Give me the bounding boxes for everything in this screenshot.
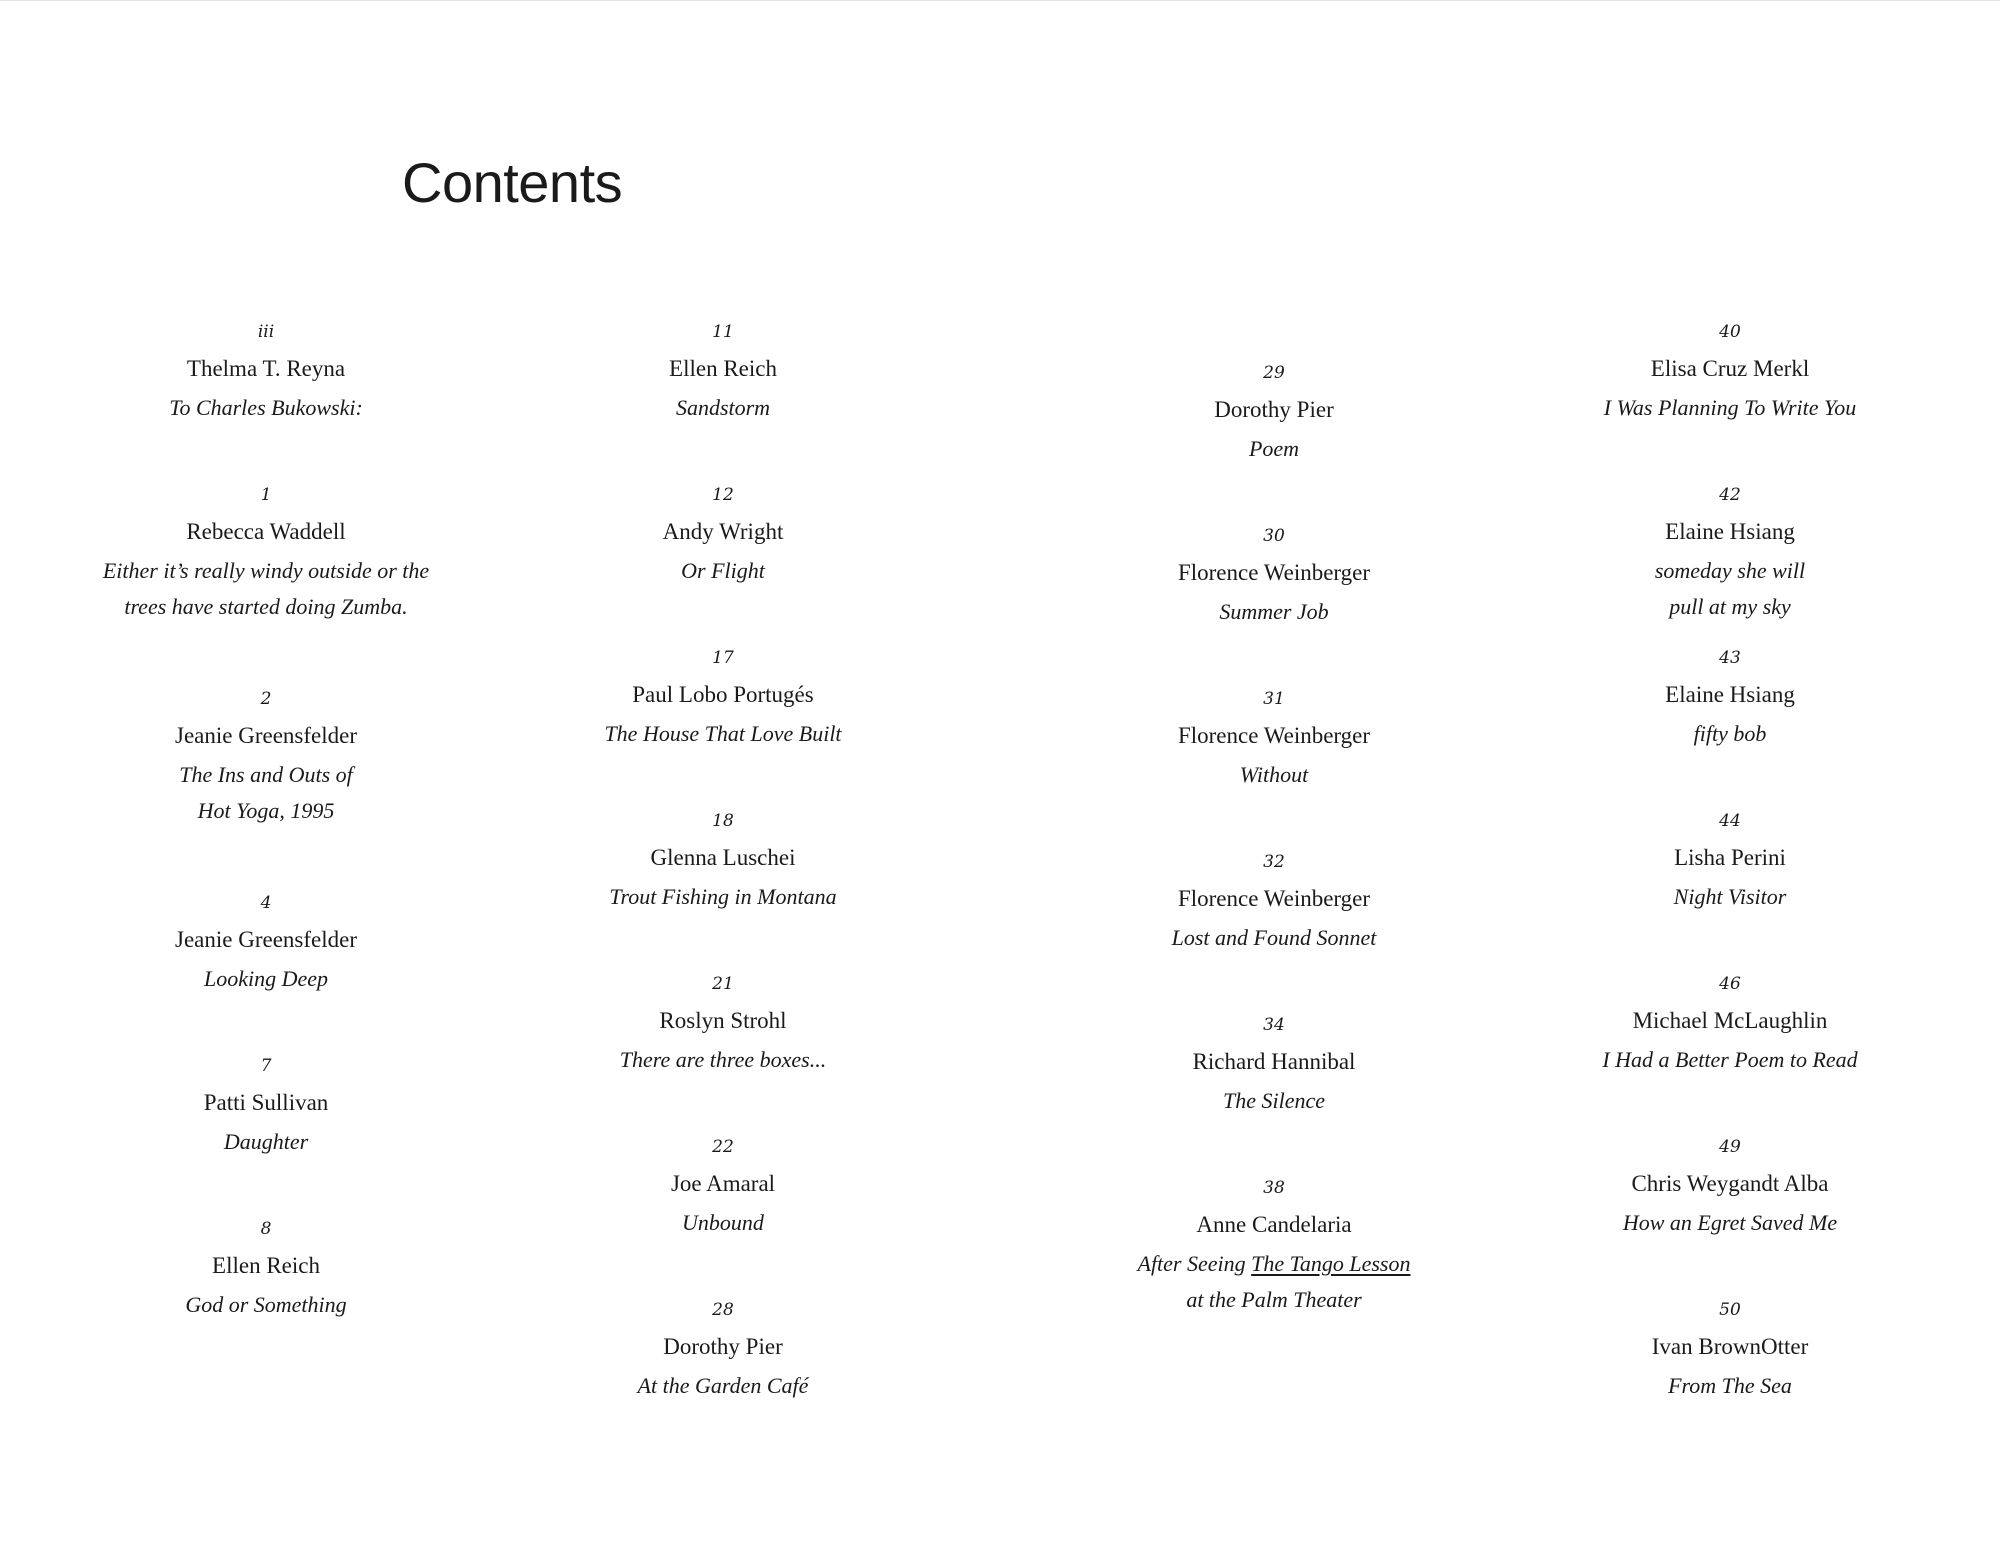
poem-title-prefix: After Seeing	[1137, 1251, 1252, 1276]
toc-entry	[1500, 1292, 1960, 1455]
poem-title: How an Egret Saved Me	[1622, 1210, 1838, 1235]
toc-column-1	[36, 314, 496, 1374]
toc-entry	[36, 314, 496, 477]
author-name: Lisha Perini	[1674, 845, 1786, 870]
toc-entry	[1044, 844, 1504, 1007]
toc-column-2	[493, 314, 953, 1455]
poem-title-line-2: pull at my sky	[1669, 594, 1791, 619]
poem-title: Sandstorm	[675, 395, 771, 420]
poem-title-line-1: The Ins and Outs of	[179, 762, 353, 787]
toc-entry	[1500, 803, 1960, 966]
toc-entry	[36, 477, 496, 681]
poem-title: The Silence	[1222, 1088, 1326, 1113]
poem-title: There are three boxes...	[619, 1047, 827, 1072]
author-name: Thelma T. Reyna	[186, 356, 346, 381]
poem-title: Trout Fishing in Montana	[609, 884, 837, 909]
poem-title: The House That Love Built	[604, 721, 842, 746]
poem-title: Or Flight	[681, 558, 765, 583]
page-number: 21	[712, 974, 734, 994]
toc-entry	[1500, 966, 1960, 1129]
poem-title-underlined: The Tango Lesson	[1251, 1251, 1411, 1276]
toc-entry	[36, 1048, 496, 1211]
author-name: Ivan BrownOtter	[1651, 1334, 1809, 1359]
toc-entry	[1044, 1007, 1504, 1170]
page-number: 1	[260, 485, 272, 505]
page-number: 11	[712, 322, 734, 342]
page-number: 38	[1263, 1178, 1285, 1198]
author-name: Anne Candelaria	[1196, 1212, 1352, 1237]
author-name: Rebecca Waddell	[186, 519, 346, 544]
author-name: Elaine Hsiang	[1665, 519, 1795, 544]
poem-title-line-2: Hot Yoga, 1995	[197, 798, 335, 823]
poem-title: God or Something	[185, 1292, 347, 1317]
author-name: Elaine Hsiang	[1665, 682, 1795, 707]
poem-title-line-2: at the Palm Theater	[1186, 1287, 1362, 1312]
poem-title: At the Garden Café	[637, 1373, 809, 1398]
author-name: Jeanie Greensfelder	[175, 927, 357, 952]
page-number: 42	[1719, 485, 1741, 505]
poem-title: Night Visitor	[1673, 884, 1787, 909]
poem-title: Summer Job	[1219, 599, 1329, 624]
page-number: 50	[1719, 1300, 1741, 1320]
author-name: Chris Weygandt Alba	[1631, 1171, 1829, 1196]
toc-entry	[1044, 518, 1504, 681]
toc-entry	[493, 1129, 953, 1292]
toc-entry	[1500, 477, 1960, 640]
author-name: Florence Weinberger	[1177, 886, 1371, 911]
author-name: Richard Hannibal	[1192, 1049, 1356, 1074]
author-name: Elisa Cruz Merkl	[1650, 356, 1810, 381]
toc-entry	[1500, 314, 1960, 477]
page-number: 29	[1263, 363, 1285, 383]
toc-entry	[493, 477, 953, 640]
author-name: Dorothy Pier	[1214, 397, 1334, 422]
poem-title: fifty bob	[1693, 721, 1767, 746]
poem-title: Unbound	[682, 1210, 764, 1235]
author-name: Michael McLaughlin	[1632, 1008, 1828, 1033]
page-number: 31	[1263, 689, 1285, 709]
toc-entry	[1500, 1129, 1960, 1292]
author-name: Ellen Reich	[669, 356, 777, 381]
toc-entry	[493, 640, 953, 803]
author-name: Jeanie Greensfelder	[175, 723, 357, 748]
page-number: 49	[1719, 1137, 1741, 1157]
author-name: Ellen Reich	[212, 1253, 320, 1278]
toc-entry	[36, 885, 496, 1048]
poem-title: To Charles Bukowski:	[169, 395, 363, 420]
toc-entry	[1044, 681, 1504, 844]
page-number: 4	[260, 893, 272, 913]
page-number: 30	[1263, 526, 1285, 546]
author-name: Patti Sullivan	[203, 1090, 329, 1115]
toc-entry	[493, 314, 953, 477]
toc-entry	[1044, 355, 1504, 518]
poem-title: Poem	[1248, 436, 1300, 461]
page-number: 8	[260, 1219, 272, 1239]
author-name: Paul Lobo Portugés	[632, 682, 814, 707]
page-number: 44	[1719, 811, 1741, 831]
toc-entry	[493, 803, 953, 966]
author-name: Joe Amaral	[670, 1171, 776, 1196]
toc-column-4	[1500, 314, 1960, 1455]
page-number: 17	[712, 648, 734, 668]
poem-title: Lost and Found Sonnet	[1171, 925, 1377, 950]
page-number: 34	[1263, 1015, 1285, 1035]
page-number: 28	[712, 1300, 734, 1320]
toc-entry	[493, 966, 953, 1129]
poem-title: I Was Planning To Write You	[1603, 395, 1857, 420]
poem-title: I Had a Better Poem to Read	[1602, 1047, 1858, 1072]
poem-title-line-1: someday she will	[1654, 558, 1806, 583]
page-title: Contents	[402, 151, 623, 214]
poem-title-line-1: Either it’s really windy outside or the	[102, 558, 430, 583]
page-number: 32	[1263, 852, 1285, 872]
author-name: Florence Weinberger	[1177, 723, 1371, 748]
page-number: 7	[260, 1056, 272, 1076]
page-number: 22	[712, 1137, 734, 1157]
page-number: 2	[260, 689, 272, 709]
page-number: 46	[1719, 974, 1741, 994]
poem-title: From The Sea	[1668, 1373, 1792, 1398]
toc-entry	[1500, 640, 1960, 803]
author-name: Florence Weinberger	[1177, 560, 1371, 585]
page-number: iii	[257, 322, 275, 342]
page-number: 12	[712, 485, 734, 505]
poem-title: Without	[1239, 762, 1309, 787]
toc-entry	[36, 681, 496, 885]
author-name: Andy Wright	[662, 519, 784, 544]
poem-title: Looking Deep	[203, 966, 329, 991]
poem-title: Daughter	[223, 1129, 309, 1154]
poem-title-line-2: trees have started doing Zumba.	[124, 594, 408, 619]
page-number: 18	[712, 811, 734, 831]
author-name: Glenna Luschei	[650, 845, 796, 870]
poem-title-line-1	[1044, 1246, 1504, 1282]
page-number: 43	[1719, 648, 1741, 668]
toc-entry	[493, 1292, 953, 1455]
toc-entry	[36, 1211, 496, 1374]
author-name: Dorothy Pier	[663, 1334, 783, 1359]
page-number: 40	[1719, 322, 1741, 342]
author-name: Roslyn Strohl	[659, 1008, 787, 1033]
toc-column-3	[1044, 355, 1504, 1374]
toc-entry	[1044, 1170, 1504, 1374]
